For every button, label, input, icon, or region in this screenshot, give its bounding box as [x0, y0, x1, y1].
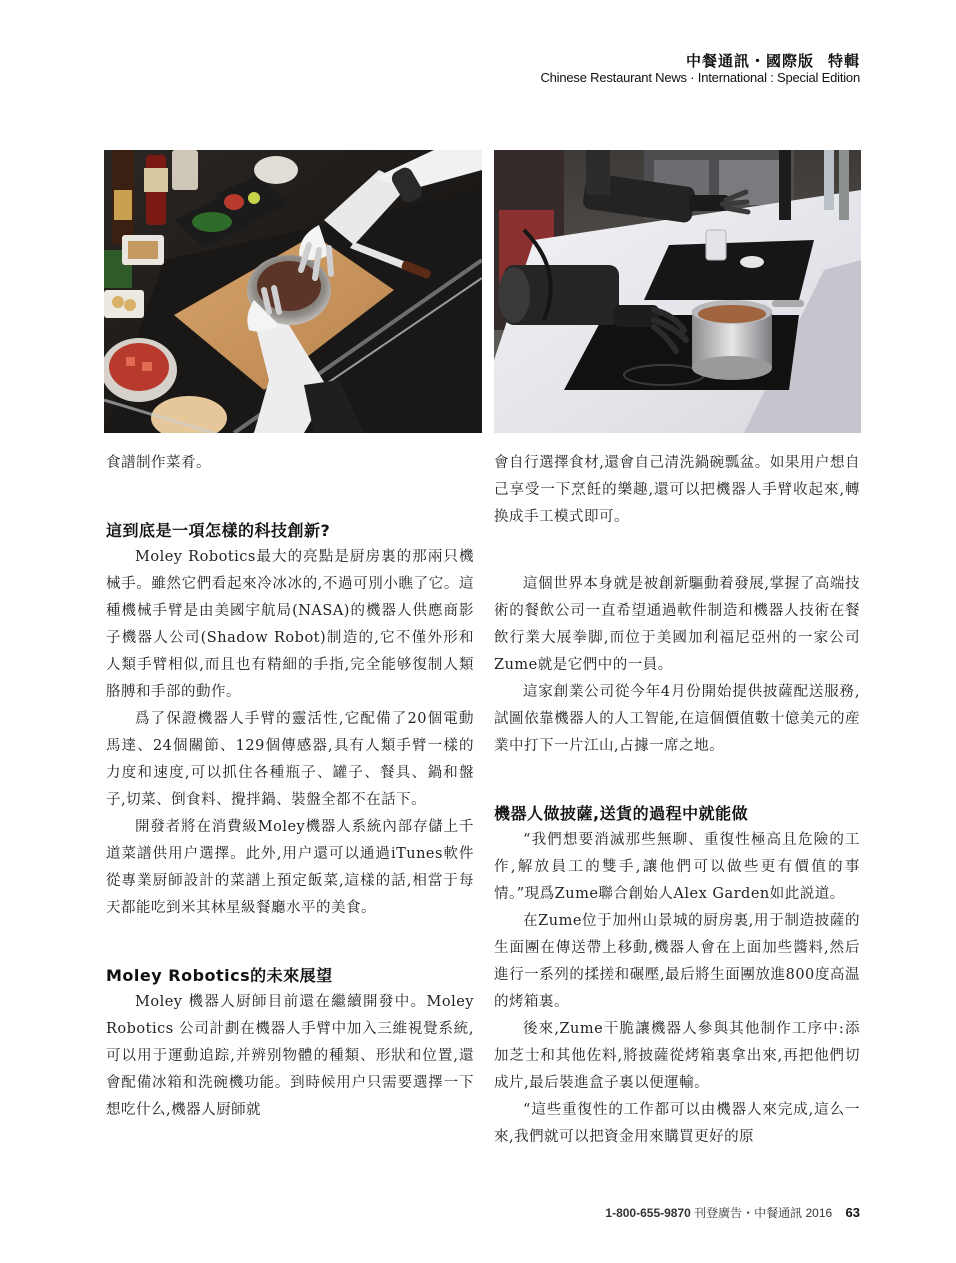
paragraph: 開發者將在消費級Moley機器人系統內部存儲上千道菜譜供用户選擇。此外,用户還可以通過iTunes軟件從專業厨師設計的菜譜上預定飯菜,這樣的話,相當于每天都能吃到米其林星級餐廳水平的美食。 [106, 819, 474, 916]
paragraph: “這些重復性的工作都可以由機器人來完成,這么一來,我們就可以把資金用來購買更好的原 [494, 1102, 860, 1145]
paragraph: 這家創業公司從今年4月份開始提供披薩配送服務,試圖依靠機器人的人工智能,在這個價值數十億美元的産業中打下一片江山,占據一席之地。 [494, 684, 860, 754]
robot-kitchen-photo [494, 150, 861, 433]
right-column [494, 450, 860, 1151]
paragraph: Moley 機器人厨師目前還在繼續開發中。Moley Robotics 公司計劃在機器人手臂中加入三維視覺系統,可以用于運動追踪,并辨别物體的種類、形狀和位置,還會配備冰箱和洗碗機功能。到時候用户只需要選擇一下想吃什么,機器人厨師就 [106, 994, 474, 1118]
robot-hands-cooking-photo [104, 150, 482, 433]
page-number: 63 [845, 1205, 860, 1220]
section-heading-innovation: 這到底是一項怎樣的科技創新? [106, 521, 331, 540]
header-title-main: 中餐通訊・國際版 [685, 52, 814, 70]
section-heading-pizza: 機器人做披薩,送貨的過程中就能做 [494, 804, 749, 823]
robot-kitchen-illustration [494, 150, 861, 433]
paragraph: 後來,Zume干脆讓機器人參與其他制作工序中:添加芝士和其他佐料,將披薩從烤箱裏拿出來,再把他們切成片,最后裝進盒子裏以便運輸。 [494, 1021, 860, 1091]
paragraph: Moley Robotics最大的亮點是厨房裏的那兩只機械手。雖然它們看起來冷冰冰的,不過可別小瞧了它。這種機械手臂是由美國宇航局(NASA)的機器人供應商影子機器人公司(Shadow Robot)制造的,它不僅外形和人類手臂相似,而且也有精細的手指,完全能够復制人類胳膊和手部的動作。 [106, 549, 474, 700]
paragraph: 爲了保證機器人手臂的靈活性,它配備了20個電動馬達、24個關節、129個傳感器,具有人類手臂一樣的力度和速度,可以抓住各種瓶子、罐子、餐具、鍋和盤子,切菜、倒食料、攪拌鍋、裝盤全都不在話下。 [106, 711, 474, 808]
paragraph: 這個世界本身就是被創新驅動着發展,掌握了高端技術的餐飲公司一直希望通過軟件制造和機器人技術在餐飲行業大展拳脚,而位于美國加利福尼亞州的一家公司Zume就是它們中的一員。 [494, 576, 860, 673]
header-title-cn [686, 50, 860, 71]
paragraph: “我們想要消滅那些無聊、重復性極高且危險的工作,解放員工的雙手,讓他們可以做些更有價值的事情。”現爲Zume聯合創始人Alex Garden如此説道。 [494, 832, 860, 902]
robot-hands-cooking-illustration [104, 150, 482, 433]
right-lead-fragment: 會自行選擇食材,還會自己清洗鍋碗瓢盆。如果用户想自己享受一下烹飪的樂趣,還可以把機器人手臂收起來,轉换成手工模式即可。 [494, 455, 860, 525]
footer-phone: 1-800-655-9870 [605, 1206, 691, 1220]
header-title-suffix: 特輯 [827, 52, 860, 70]
paragraph: 在Zume位于加州山景城的厨房裏,用于制造披薩的生面團在傳送帶上移動,機器人會在上面加些醬料,然后進行一系列的揉搓和碾壓,最后將生面團放進800度高温的烤箱裏。 [494, 913, 860, 1010]
left-lead-fragment: 食譜制作菜肴。 [106, 455, 211, 471]
left-column [106, 450, 474, 1124]
footer-ad-text: 刊登廣告・中餐通訊 2016 [694, 1206, 833, 1220]
header-title-en: Chinese Restaurant News · International : Special Edition [540, 70, 860, 85]
page-footer [605, 1204, 860, 1221]
section-heading-outlook: Moley Robotics的未來展望 [106, 966, 333, 985]
